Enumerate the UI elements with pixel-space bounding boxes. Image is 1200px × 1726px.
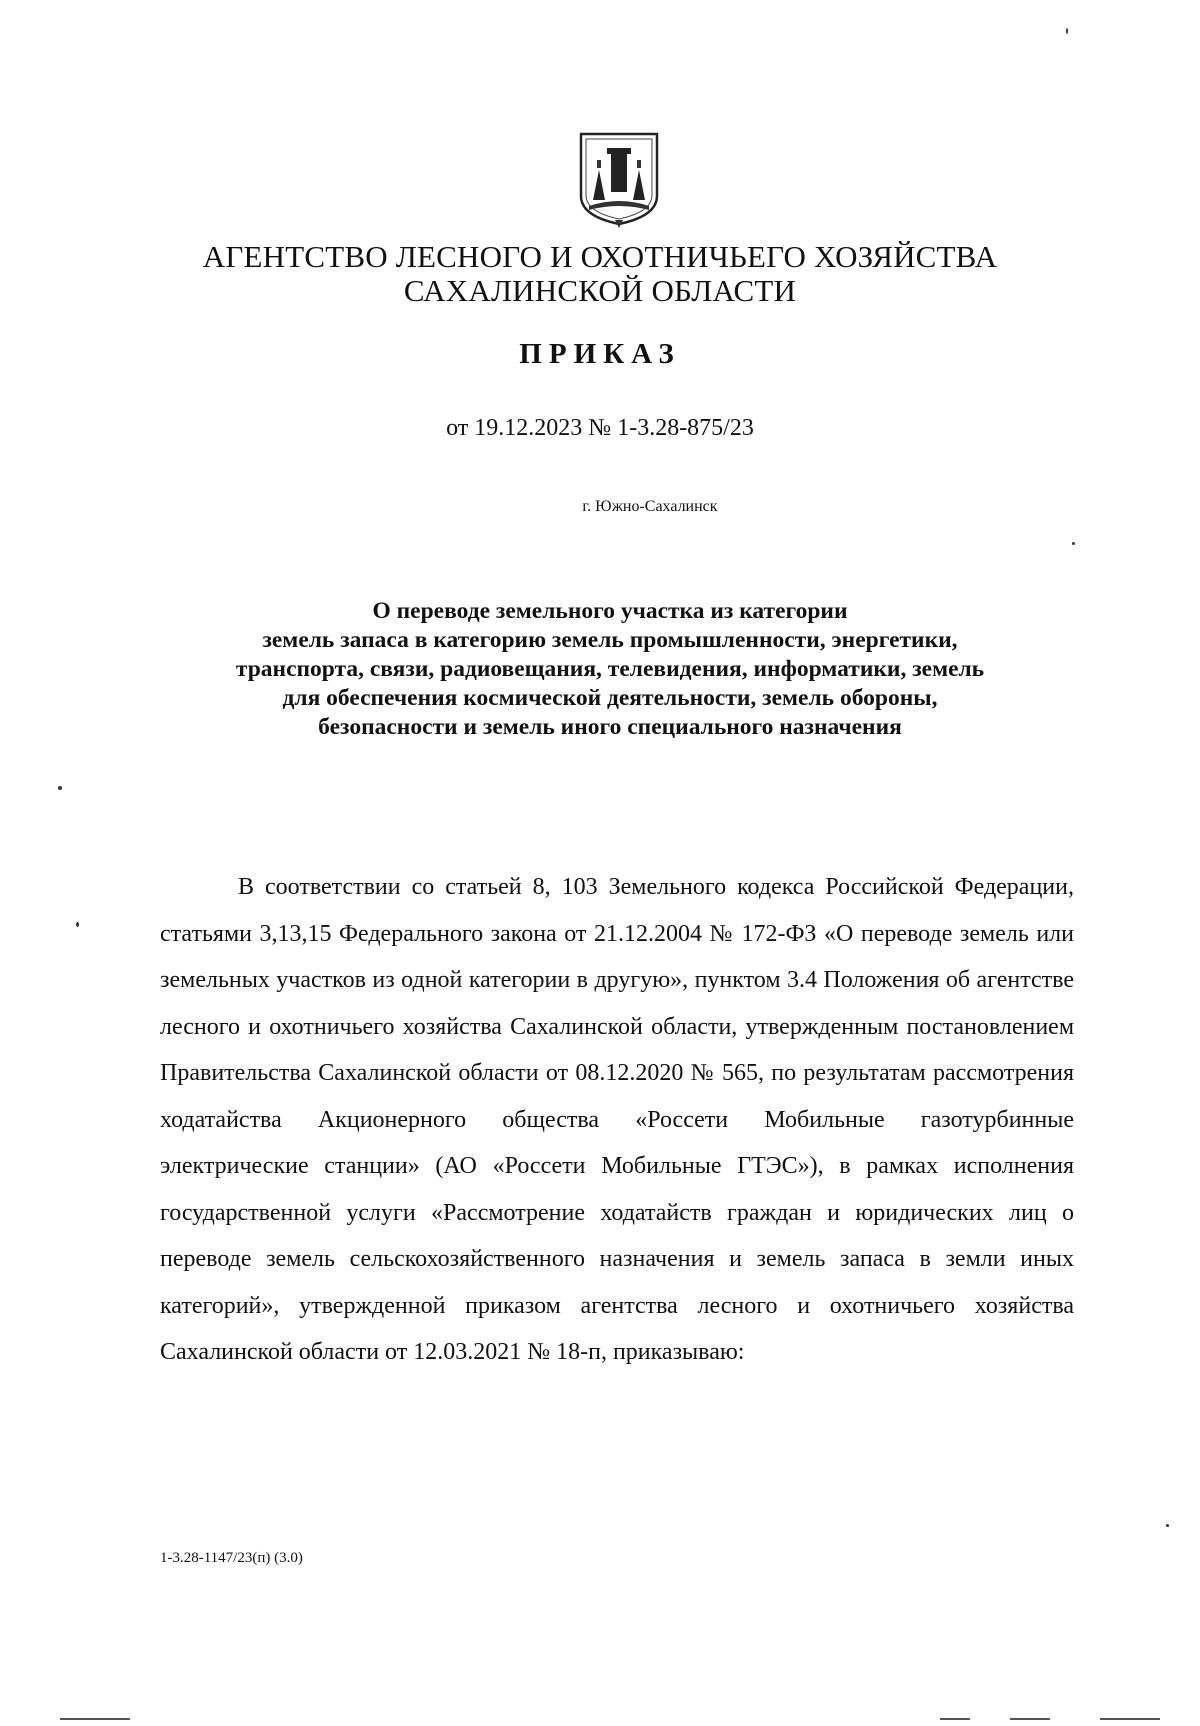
agency-name <box>150 240 1050 308</box>
scan-edge-mark <box>940 1718 970 1720</box>
footer-document-code: 1-3.28-1147/23(п) (3.0) <box>160 1550 303 1566</box>
scan-edge-mark <box>1010 1718 1050 1720</box>
subject-line: земель запаса в категорию земель промышленности, энергетики, <box>262 627 958 653</box>
order-subject <box>160 597 1060 742</box>
scan-speck <box>1166 1524 1169 1527</box>
scan-speck <box>58 786 62 790</box>
issue-city: г. Южно-Сахалинск <box>582 498 718 515</box>
coat-of-arms-icon <box>577 130 661 228</box>
subject-line: О переводе земельного участка из категории <box>372 598 848 624</box>
order-date-number: от 19.12.2023 № 1-3.28-875/23 <box>446 415 754 441</box>
document-type-title: ПРИКАЗ <box>519 338 681 370</box>
agency-name-line-1: АГЕНТСТВО ЛЕСНОГО И ОХОТНИЧЬЕГО ХОЗЯЙСТВА <box>202 239 998 274</box>
scan-edge-mark <box>60 1718 130 1720</box>
scan-edge-mark <box>1100 1718 1160 1720</box>
subject-line: для обеспечения космической деятельности, земель обороны, <box>282 685 938 711</box>
subject-line: безопасности и земель иного специального назначения <box>318 714 902 740</box>
agency-name-line-2: САХАЛИНСКОЙ ОБЛАСТИ <box>403 273 797 308</box>
scan-speck <box>76 922 79 927</box>
body-paragraph: В соответствии со статьей 8, 103 Земельного кодекса Российской Федерации, статьями 3,13,15 Федерального закона от 21.12.2004 № 172-ФЗ «О переводе земель или земельных участков из одной категории в другую», пунктом 3.4 Положения об агентстве лесного и охотничьего хозяйства Сахалинской области, утвержденным постановлением Правительства Сахалинской области от 08.12.2020 № 565, по результатам рассмотрения ходатайства Акционерного общества «Россети Мобильные газотурбинные электрические станции» (АО «Россети Мобильные ГТЭС»), в рамках исполнения государственной услуги «Рассмотрение ходатайств граждан и юридических лиц о переводе земель сельскохозяйственного назначения и земель запаса в земли иных категорий», утвержденной приказом агентства лесного и охотничьего хозяйства Сахалинской области от 12.03.2021 № 18-п, приказываю: <box>160 874 1074 1365</box>
scan-speck <box>1072 542 1075 545</box>
subject-line: транспорта, связи, радиовещания, телевидения, информатики, земель <box>235 656 985 682</box>
scan-speck <box>1066 28 1068 34</box>
